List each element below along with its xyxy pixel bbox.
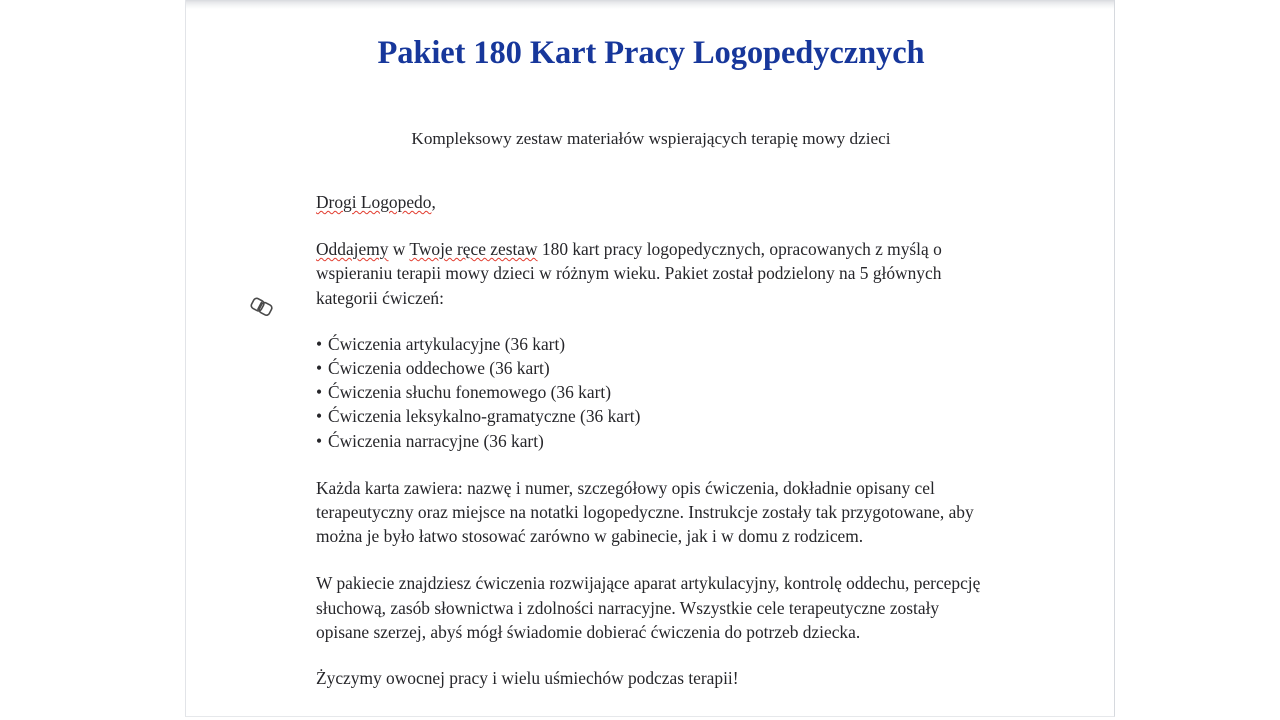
intro-remaining-text: 180 kart pracy logopedycznych, opracowanych z myślą o wspieraniu terapii mowy dzieci w różnym wieku. Pakiet został podzielony na 5 głównych kategorii ćwiczeń:	[316, 239, 942, 308]
list-item	[316, 404, 988, 428]
bullet-icon: •	[316, 382, 323, 403]
link-icon[interactable]	[246, 291, 278, 323]
closing-paragraph: Życzymy owocnej pracy i wielu uśmiechów podczas terapii!	[316, 668, 739, 689]
salutation-comma: ,	[431, 192, 436, 212]
list-item	[316, 380, 988, 404]
list-item-label: Ćwiczenia artykulacyjne (36 kart)	[328, 333, 566, 354]
list-item-label: Ćwiczenia słuchu fonemowego (36 kart)	[328, 382, 611, 403]
bullet-icon: •	[316, 406, 323, 427]
salutation-misspelled-text: Drogi Logopedo	[316, 192, 432, 212]
bullet-icon: •	[316, 430, 323, 451]
category-bullet-list	[316, 332, 988, 453]
intro-paragraph	[316, 237, 988, 310]
list-item	[316, 429, 988, 453]
list-item-label: Ćwiczenia oddechowe (36 kart)	[328, 358, 550, 379]
bullet-icon: •	[316, 358, 323, 379]
intro-misspelled-word-2: Twoje ręce zestaw	[409, 239, 538, 260]
list-item-label: Ćwiczenia narracyjne (36 kart)	[328, 430, 544, 451]
list-item	[316, 332, 988, 356]
bullet-icon: •	[316, 333, 323, 354]
intro-misspelled-word-1: Oddajemy	[316, 239, 389, 260]
card-contents-paragraph: Każda karta zawiera: nazwę i numer, szczegółowy opis ćwiczenia, dokładnie opisany cel terapeutyczny oraz miejsce na notatki logopedyczne. Instrukcje zostały tak przygotowane, aby można je było łatwo stosować zarówno w gabinecie, jak i w domu z rodzicem.	[316, 477, 974, 547]
document-page	[185, 0, 1115, 717]
salutation-paragraph	[316, 190, 988, 214]
page-top-shadow	[186, 0, 1114, 9]
intro-connector: w	[388, 239, 410, 260]
page-title: Pakiet 180 Kart Pracy Logopedycznych	[377, 34, 925, 71]
list-item	[316, 356, 988, 380]
page-subtitle: Kompleksowy zestaw materiałów wspierających terapię mowy dzieci	[411, 129, 891, 149]
list-item-label: Ćwiczenia leksykalno-gramatyczne (36 kart)	[328, 406, 641, 427]
package-scope-paragraph: W pakiecie znajdziesz ćwiczenia rozwijające aparat artykulacyjny, kontrolę oddechu, percepcję słuchową, zasób słownictwa i zdolności narracyjne. Wszystkie cele terapeutyczne zostały opisane szerzej, abyś mógł świadomie dobierać ćwiczenia do potrzeb dziecka.	[316, 573, 981, 642]
document-body	[316, 190, 988, 690]
